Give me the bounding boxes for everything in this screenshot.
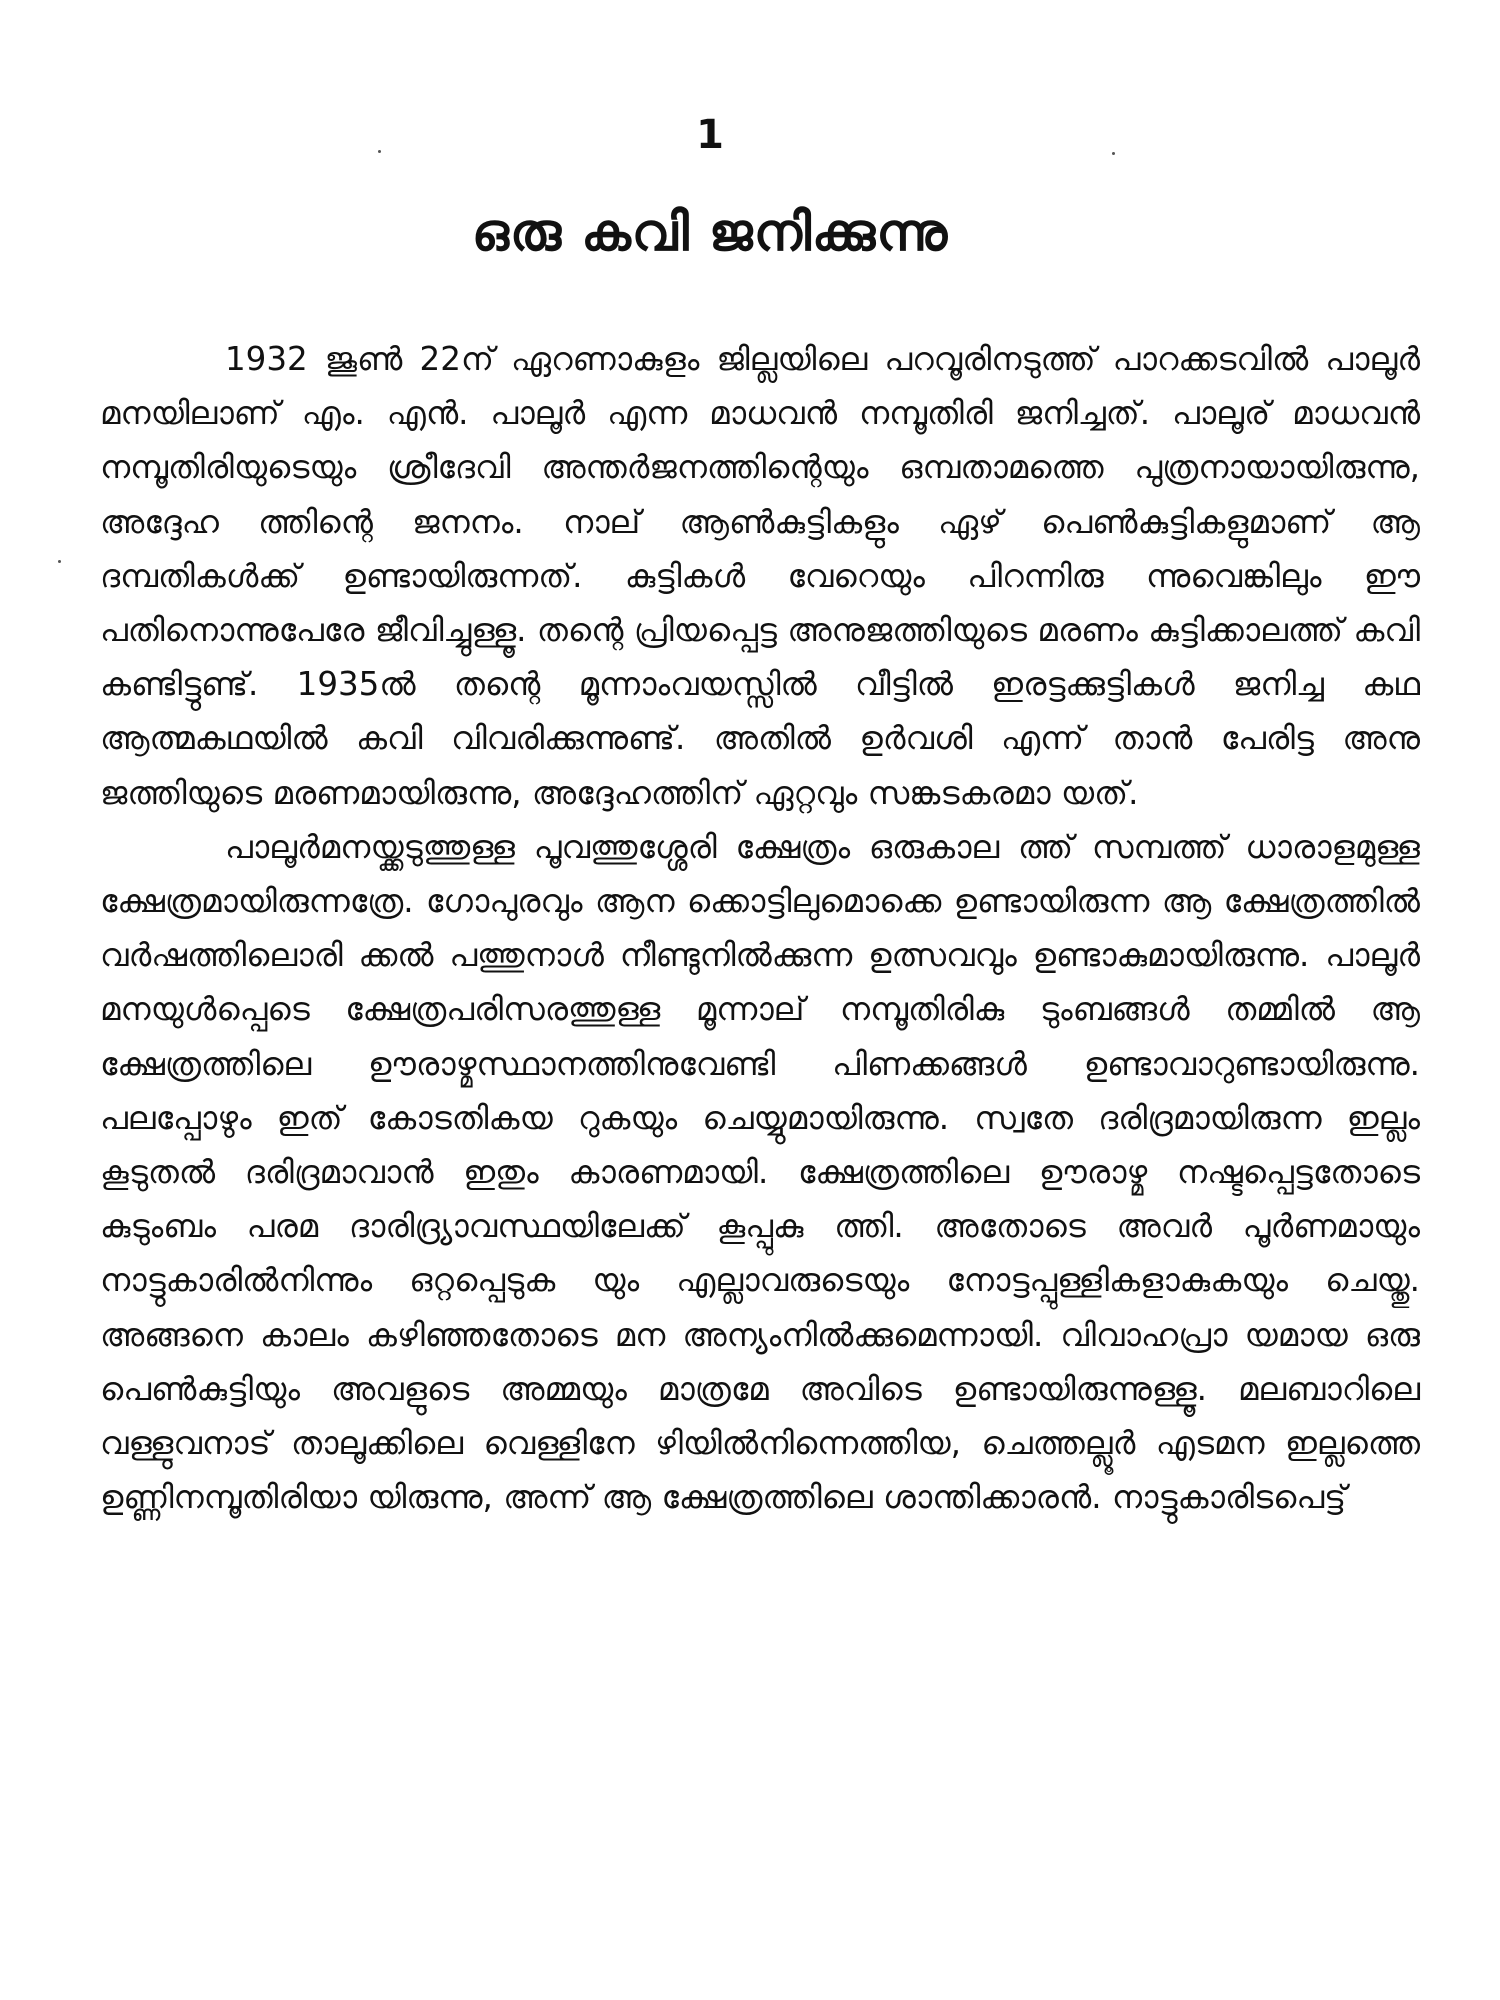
scan-speck: [378, 150, 381, 153]
scan-speck: [58, 560, 61, 563]
scan-speck: [1112, 152, 1115, 155]
paragraph-1: 1932 ജൂൺ 22ന് ഏറണാകുളം ജില്ലയിലെ പറവൂരിനടുത്ത് പാറക്കടവിൽ പാലൂർ മനയിലാണ് എം. എൻ. പാലൂർ എന്ന മാധവൻ നമ്പൂതിരി ജനിച്ചത്. പാലൂര് മാധവൻ നമ്പൂതിരിയുടെയും ശ്രീദേവി അന്തർജനത്തിന്റെയും ഒമ്പതാമത്തെ പുത്രനായായിരുന്നു, അദ്ദേഹ ത്തിന്റെ ജനനം. നാല് ആൺകുട്ടികളും ഏഴ് പെൺകുട്ടികളുമാണ് ആ ദമ്പതികൾക്ക് ഉണ്ടായിരുന്നത്. കുട്ടികൾ വേറെയും പിറന്നിരു ന്നുവെങ്കിലും ഈ പതിനൊന്നുപേരേ ജീവിച്ചുള്ളൂ. തന്റെ പ്രിയപ്പെട്ട അനുജത്തിയുടെ മരണം കുട്ടിക്കാലത്ത് കവി കണ്ടിട്ടുണ്ട്. 1935ൽ തന്റെ മൂന്നാംവയസ്സിൽ വീട്ടിൽ ഇരട്ടക്കുട്ടികൾ ജനിച്ച കഥ ആത്മകഥയിൽ കവി വിവരിക്കുന്നുണ്ട്. അതിൽ ഉർവശി എന്ന് താൻ പേരിട്ട അനു ജത്തിയുടെ മരണമായിരുന്നു, അദ്ദേഹത്തിന് ഏറ്റവും സങ്കടകരമാ യത്.: [100, 340, 1420, 812]
chapter-title: ഒരു കവി ജനിക്കുന്നു: [471, 203, 949, 263]
chapter-number: 1: [696, 112, 724, 158]
paragraph-2: പാലൂർമനയ്ക്കടുത്തുള്ള പൂവത്തുശ്ശേരി ക്ഷേത്രം ഒരുകാല ത്ത് സമ്പത്ത് ധാരാളമുള്ള ക്ഷേത്രമായിരുന്നത്രേ. ഗോപുരവും ആന ക്കൊട്ടിലുമൊക്കെ ഉണ്ടായിരുന്ന ആ ക്ഷേത്രത്തിൽ വർഷത്തിലൊരി ക്കൽ പത്തുനാൾ നീണ്ടുനിൽക്കുന്ന ഉത്സവവും ഉണ്ടാകുമായിരുന്നു. പാലൂർ മനയുൾപ്പെടെ ക്ഷേത്രപരിസരത്തുള്ള മൂന്നാല് നമ്പൂതിരികു ടുംബങ്ങൾ തമ്മിൽ ആ ക്ഷേത്രത്തിലെ ഊരാഴ്മസ്ഥാനത്തിനുവേണ്ടി പിണക്കങ്ങൾ ഉണ്ടാവാറുണ്ടായിരുന്നു. പലപ്പോഴും ഇത് കോടതികയ റുകയും ചെയ്യുമായിരുന്നു. സ്വതേ ദരിദ്രമായിരുന്ന ഇല്ലം കൂടുതൽ ദരിദ്രമാവാൻ ഇതും കാരണമായി. ക്ഷേത്രത്തിലെ ഊരാഴ്മ നഷ്ടപ്പെട്ടതോടെ കുടുംബം പരമ ദാരിദ്ര്യാവസ്ഥയിലേക്ക് കൂപ്പുകു ത്തി. അതോടെ അവർ പൂർണമായും നാട്ടുകാരിൽനിന്നും ഒറ്റപ്പെടുക യും എല്ലാവരുടെയും നോട്ടപ്പുള്ളികളാകുകയും ചെയ്തു. അങ്ങനെ കാലം കഴിഞ്ഞതോടെ മന അന്യംനിൽക്കുമെന്നായി. വിവാഹപ്രാ യമായ ഒരു പെൺകുട്ടിയും അവളുടെ അമ്മയും മാത്രമേ അവിടെ ഉണ്ടായിരുന്നുള്ളൂ. മലബാറിലെ വള്ളുവനാട് താലൂക്കിലെ വെള്ളിനേ ഴിയിൽനിന്നെത്തിയ, ചെത്തല്ലൂർ എടമന ഇല്ലത്തെ ഉണ്ണിനമ്പൂതിരിയാ യിരുന്നു, അന്ന് ആ ക്ഷേത്രത്തിലെ ശാന്തിക്കാരൻ. നാട്ടുകാരിടപെട്ട്: [100, 827, 1420, 1517]
chapter-body: [100, 332, 1420, 1524]
